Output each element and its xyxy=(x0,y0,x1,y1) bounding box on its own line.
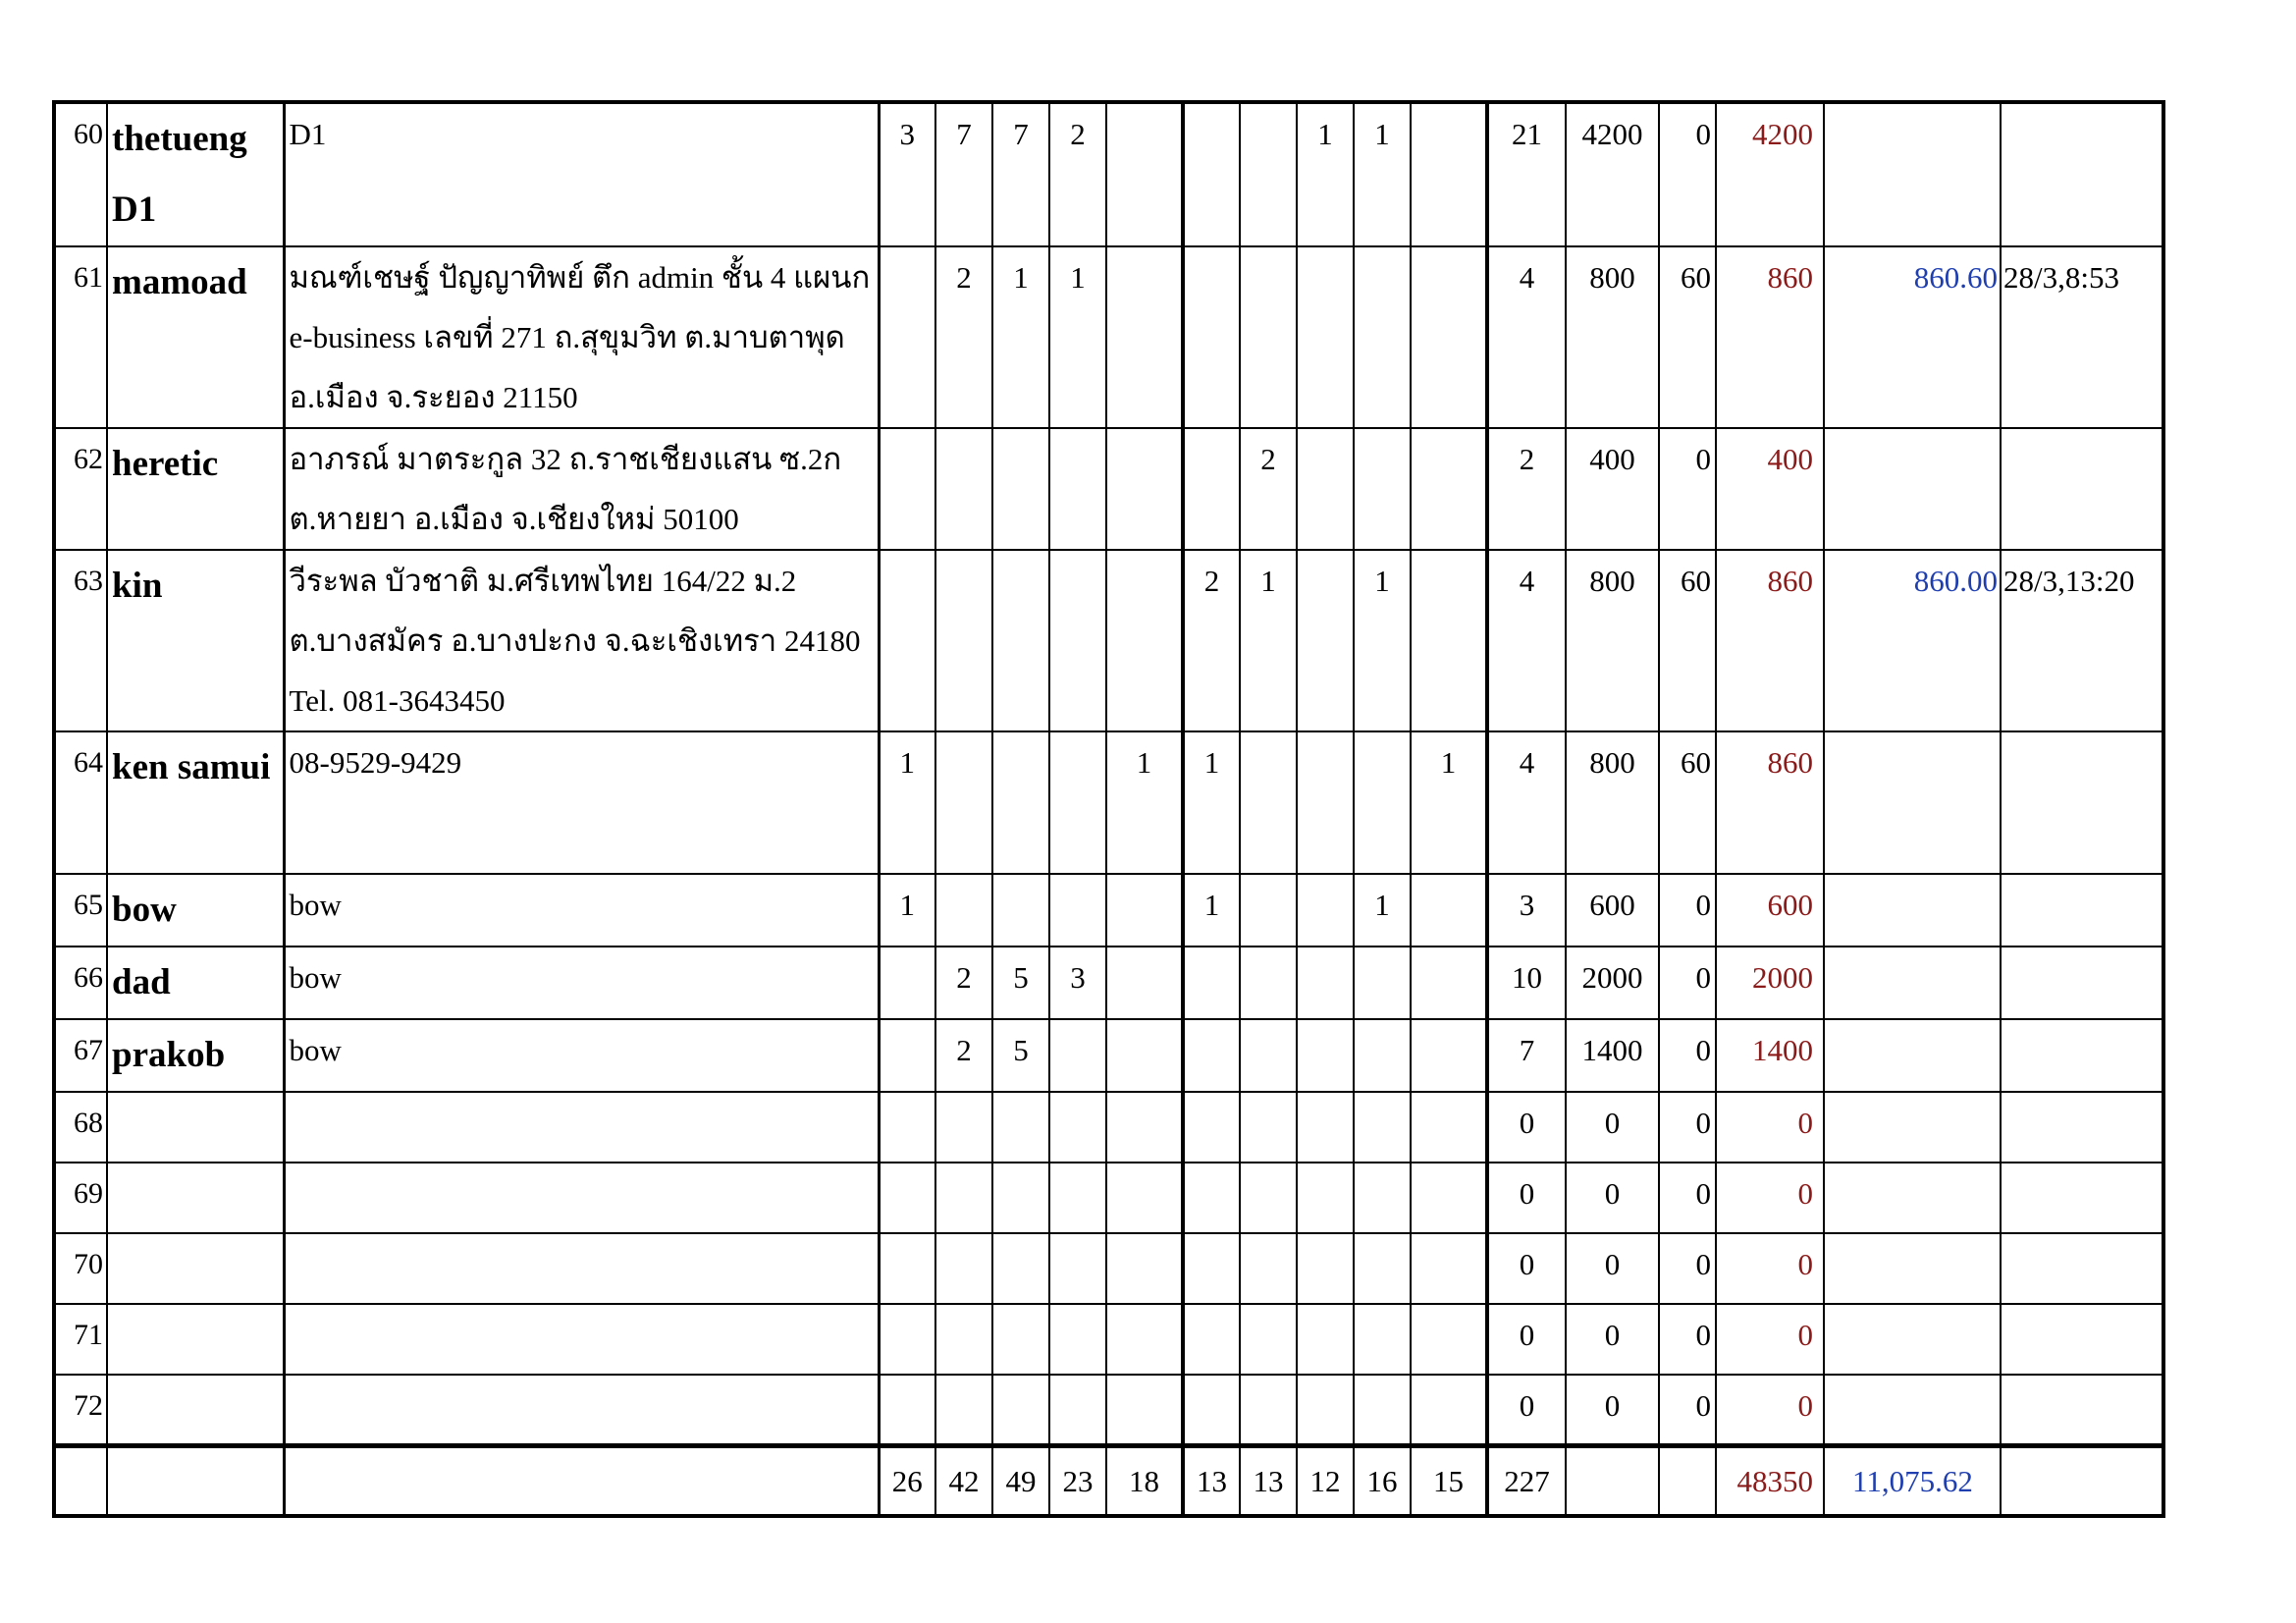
qty-cell xyxy=(1411,550,1487,731)
order-total: 600 xyxy=(1716,874,1824,947)
qty-cell xyxy=(935,550,992,731)
qty-cell xyxy=(1106,1092,1183,1163)
customer-address: 08-9529-9429 xyxy=(284,731,879,874)
qty-cell xyxy=(1411,102,1487,246)
table-row xyxy=(54,1375,2163,1445)
qty-cell xyxy=(879,246,935,428)
customer-address: อาภรณ์ มาตระกูล 32 ถ.ราชเชียงแสน ซ.2ก ต.หายยา อ.เมือง จ.เชียงใหม่ 50100 xyxy=(284,428,879,550)
qty-cell xyxy=(1049,1304,1106,1375)
paid-amount xyxy=(1824,1019,2001,1092)
qty-cell xyxy=(1106,428,1183,550)
qty-cell xyxy=(1354,731,1411,874)
shipping: 0 xyxy=(1659,1375,1716,1445)
item-count: 3 xyxy=(1487,874,1566,947)
qty-cell xyxy=(1354,1375,1411,1445)
customer-name xyxy=(107,1163,284,1233)
qty-cell xyxy=(992,1304,1049,1375)
customer-address xyxy=(284,1163,879,1233)
qty-cell xyxy=(1240,246,1297,428)
qty-cell xyxy=(1354,428,1411,550)
qty-cell xyxy=(1297,1163,1354,1233)
paid-amount: 11,075.62 xyxy=(1824,1445,2001,1516)
paid-amount xyxy=(1824,947,2001,1019)
qty-cell xyxy=(1106,947,1183,1019)
qty-cell: 1 xyxy=(1297,102,1354,246)
table-row xyxy=(54,1019,2163,1092)
customer-name: ken samui xyxy=(107,731,284,874)
qty-cell: 1 xyxy=(1354,102,1411,246)
qty-cell xyxy=(1411,947,1487,1019)
table-row xyxy=(54,1233,2163,1304)
qty-cell xyxy=(935,1092,992,1163)
paid-amount xyxy=(1824,1092,2001,1163)
qty-cell: 1 xyxy=(1106,731,1183,874)
item-count: 21 xyxy=(1487,102,1566,246)
qty-cell xyxy=(1297,1092,1354,1163)
qty-cell xyxy=(992,874,1049,947)
paid-amount: 860.00 xyxy=(1824,550,2001,731)
qty-cell xyxy=(1297,1019,1354,1092)
qty-cell xyxy=(1354,1304,1411,1375)
price: 2000 xyxy=(1566,947,1659,1019)
qty-cell xyxy=(1049,1163,1106,1233)
qty-cell xyxy=(935,1233,992,1304)
qty-cell xyxy=(1411,1375,1487,1445)
order-total: 860 xyxy=(1716,550,1824,731)
price: 0 xyxy=(1566,1092,1659,1163)
paid-date xyxy=(2001,1375,2163,1445)
qty-cell: 1 xyxy=(879,731,935,874)
customer-address: วีระพล บัวชาติ ม.ศรีเทพไทย 164/22 ม.2 ต.บางสมัคร อ.บางปะกง จ.ฉะเชิงเทรา 24180 Tel. 081-3643450 xyxy=(284,550,879,731)
order-total: 0 xyxy=(1716,1233,1824,1304)
price: 800 xyxy=(1566,550,1659,731)
qty-cell: 1 xyxy=(992,246,1049,428)
table-row xyxy=(54,947,2163,1019)
qty-cell: 2 xyxy=(1183,550,1240,731)
qty-cell xyxy=(1297,246,1354,428)
order-total: 0 xyxy=(1716,1163,1824,1233)
qty-cell: 7 xyxy=(935,102,992,246)
price: 0 xyxy=(1566,1163,1659,1233)
qty-cell xyxy=(1049,874,1106,947)
totals-row xyxy=(54,1445,2163,1516)
qty-cell xyxy=(1411,874,1487,947)
qty-cell xyxy=(1106,874,1183,947)
table-row xyxy=(54,1163,2163,1233)
qty-cell xyxy=(1240,1233,1297,1304)
table-row xyxy=(54,102,2163,246)
qty-cell: 1 xyxy=(1411,731,1487,874)
shipping: 0 xyxy=(1659,428,1716,550)
paid-date xyxy=(2001,428,2163,550)
qty-cell xyxy=(1240,1375,1297,1445)
paid-date xyxy=(2001,874,2163,947)
item-count: 0 xyxy=(1487,1163,1566,1233)
qty-cell xyxy=(1049,1019,1106,1092)
qty-cell xyxy=(1240,731,1297,874)
paid-date: 28/3,8:53 xyxy=(2001,246,2163,428)
qty-cell xyxy=(935,1375,992,1445)
qty-cell: 7 xyxy=(992,102,1049,246)
qty-cell xyxy=(1183,1092,1240,1163)
customer-name xyxy=(107,1375,284,1445)
table-row xyxy=(54,1304,2163,1375)
customer-address: bow xyxy=(284,874,879,947)
row-number: 68 xyxy=(54,1092,107,1163)
qty-cell: 16 xyxy=(1354,1445,1411,1516)
qty-cell xyxy=(1106,1304,1183,1375)
item-count: 0 xyxy=(1487,1304,1566,1375)
qty-cell xyxy=(1106,1019,1183,1092)
qty-cell: 26 xyxy=(879,1445,935,1516)
qty-cell xyxy=(1411,1019,1487,1092)
qty-cell xyxy=(1106,1233,1183,1304)
paid-amount xyxy=(1824,1304,2001,1375)
shipping: 0 xyxy=(1659,947,1716,1019)
qty-cell xyxy=(879,1019,935,1092)
customer-address: bow xyxy=(284,1019,879,1092)
qty-cell xyxy=(1106,1163,1183,1233)
qty-cell: 12 xyxy=(1297,1445,1354,1516)
qty-cell: 1 xyxy=(1183,874,1240,947)
qty-cell xyxy=(1240,1092,1297,1163)
row-number: 62 xyxy=(54,428,107,550)
qty-cell xyxy=(1354,1163,1411,1233)
paid-date xyxy=(2001,947,2163,1019)
qty-cell: 2 xyxy=(935,1019,992,1092)
row-number: 71 xyxy=(54,1304,107,1375)
customer-name xyxy=(107,1304,284,1375)
qty-cell: 5 xyxy=(992,947,1049,1019)
qty-cell xyxy=(1240,1019,1297,1092)
qty-cell xyxy=(1049,731,1106,874)
qty-cell: 3 xyxy=(879,102,935,246)
price: 0 xyxy=(1566,1304,1659,1375)
qty-cell xyxy=(1240,1163,1297,1233)
qty-cell xyxy=(879,947,935,1019)
paid-date xyxy=(2001,1092,2163,1163)
qty-cell xyxy=(992,1233,1049,1304)
qty-cell xyxy=(1411,1233,1487,1304)
qty-cell: 13 xyxy=(1183,1445,1240,1516)
customer-address xyxy=(284,1092,879,1163)
qty-cell xyxy=(879,1375,935,1445)
qty-cell xyxy=(1049,1375,1106,1445)
qty-cell xyxy=(992,1163,1049,1233)
paid-date xyxy=(2001,1163,2163,1233)
customer-name xyxy=(107,1233,284,1304)
qty-cell xyxy=(1354,246,1411,428)
customer-address xyxy=(284,1445,879,1516)
qty-cell xyxy=(1411,428,1487,550)
paid-date xyxy=(2001,1445,2163,1516)
qty-cell xyxy=(1240,1304,1297,1375)
qty-cell xyxy=(879,1304,935,1375)
row-number: 67 xyxy=(54,1019,107,1092)
customer-name: thetueng D1 xyxy=(107,102,284,246)
qty-cell: 1 xyxy=(879,874,935,947)
qty-cell xyxy=(1183,947,1240,1019)
order-total: 0 xyxy=(1716,1092,1824,1163)
item-count: 0 xyxy=(1487,1375,1566,1445)
qty-cell: 2 xyxy=(935,246,992,428)
paid-amount xyxy=(1824,428,2001,550)
qty-cell xyxy=(1354,1019,1411,1092)
shipping: 0 xyxy=(1659,1092,1716,1163)
qty-cell xyxy=(1183,1304,1240,1375)
paid-amount: 860.60 xyxy=(1824,246,2001,428)
customer-address: มณฑ์เชษฐ์ ปัญญาทิพย์ ตึก admin ชั้น 4 แผนก e-business เลขที่ 271 ถ.สุขุมวิท ต.มาบตาพุด อ.เมือง จ.ระยอง 21150 xyxy=(284,246,879,428)
customer-name xyxy=(107,1445,284,1516)
table-row xyxy=(54,731,2163,874)
qty-cell xyxy=(879,1233,935,1304)
qty-cell xyxy=(1297,947,1354,1019)
item-count: 10 xyxy=(1487,947,1566,1019)
qty-cell xyxy=(1106,550,1183,731)
shipping: 0 xyxy=(1659,1233,1716,1304)
qty-cell xyxy=(1183,1233,1240,1304)
qty-cell xyxy=(1049,550,1106,731)
order-total: 400 xyxy=(1716,428,1824,550)
qty-cell: 2 xyxy=(1049,102,1106,246)
price: 1400 xyxy=(1566,1019,1659,1092)
qty-cell xyxy=(1354,1092,1411,1163)
item-count: 4 xyxy=(1487,246,1566,428)
qty-cell: 1 xyxy=(1183,731,1240,874)
order-total: 48350 xyxy=(1716,1445,1824,1516)
customer-name: kin xyxy=(107,550,284,731)
qty-cell xyxy=(1297,550,1354,731)
customer-address: D1 xyxy=(284,102,879,246)
item-count: 7 xyxy=(1487,1019,1566,1092)
table-row xyxy=(54,874,2163,947)
customer-address: bow xyxy=(284,947,879,1019)
paid-amount xyxy=(1824,102,2001,246)
paid-date xyxy=(2001,1233,2163,1304)
qty-cell xyxy=(1297,731,1354,874)
order-total: 1400 xyxy=(1716,1019,1824,1092)
price: 800 xyxy=(1566,246,1659,428)
paid-amount xyxy=(1824,1375,2001,1445)
price: 600 xyxy=(1566,874,1659,947)
price: 0 xyxy=(1566,1233,1659,1304)
price: 0 xyxy=(1566,1375,1659,1445)
qty-cell xyxy=(1297,1233,1354,1304)
order-total: 0 xyxy=(1716,1375,1824,1445)
qty-cell xyxy=(1183,1163,1240,1233)
item-count: 4 xyxy=(1487,731,1566,874)
qty-cell xyxy=(1183,102,1240,246)
price: 4200 xyxy=(1566,102,1659,246)
qty-cell: 2 xyxy=(935,947,992,1019)
paid-date xyxy=(2001,102,2163,246)
table-row xyxy=(54,246,2163,428)
qty-cell: 23 xyxy=(1049,1445,1106,1516)
order-total: 0 xyxy=(1716,1304,1824,1375)
qty-cell xyxy=(1411,246,1487,428)
paid-date xyxy=(2001,731,2163,874)
qty-cell xyxy=(992,731,1049,874)
shipping: 0 xyxy=(1659,1304,1716,1375)
paid-amount xyxy=(1824,1163,2001,1233)
qty-cell xyxy=(879,550,935,731)
row-number: 65 xyxy=(54,874,107,947)
qty-cell xyxy=(1106,102,1183,246)
row-number: 72 xyxy=(54,1375,107,1445)
shipping: 60 xyxy=(1659,550,1716,731)
qty-cell xyxy=(1106,1375,1183,1445)
qty-cell: 18 xyxy=(1106,1445,1183,1516)
qty-cell xyxy=(1354,947,1411,1019)
row-number xyxy=(54,1445,107,1516)
paid-date xyxy=(2001,1304,2163,1375)
shipping xyxy=(1659,1445,1716,1516)
customer-name: prakob xyxy=(107,1019,284,1092)
customer-name xyxy=(107,1092,284,1163)
table-row xyxy=(54,1092,2163,1163)
shipping: 60 xyxy=(1659,246,1716,428)
qty-cell xyxy=(879,428,935,550)
shipping: 0 xyxy=(1659,874,1716,947)
qty-cell xyxy=(879,1163,935,1233)
qty-cell: 5 xyxy=(992,1019,1049,1092)
paid-date xyxy=(2001,1019,2163,1092)
qty-cell xyxy=(935,874,992,947)
qty-cell xyxy=(935,731,992,874)
customer-name: mamoad xyxy=(107,246,284,428)
qty-cell xyxy=(1411,1092,1487,1163)
item-count: 4 xyxy=(1487,550,1566,731)
table-row xyxy=(54,428,2163,550)
qty-cell xyxy=(1183,246,1240,428)
qty-cell: 1 xyxy=(1354,874,1411,947)
qty-cell: 1 xyxy=(1354,550,1411,731)
order-total: 2000 xyxy=(1716,947,1824,1019)
qty-cell xyxy=(1049,1092,1106,1163)
qty-cell: 2 xyxy=(1240,428,1297,550)
customer-name: bow xyxy=(107,874,284,947)
qty-cell xyxy=(1049,428,1106,550)
price: 400 xyxy=(1566,428,1659,550)
item-count: 0 xyxy=(1487,1092,1566,1163)
qty-cell xyxy=(935,1304,992,1375)
order-total: 4200 xyxy=(1716,102,1824,246)
order-total: 860 xyxy=(1716,731,1824,874)
shipping: 60 xyxy=(1659,731,1716,874)
row-number: 64 xyxy=(54,731,107,874)
qty-cell: 1 xyxy=(1240,550,1297,731)
order-table xyxy=(52,100,2165,1518)
customer-address xyxy=(284,1233,879,1304)
qty-cell xyxy=(1183,1019,1240,1092)
order-total: 860 xyxy=(1716,246,1824,428)
customer-address xyxy=(284,1304,879,1375)
qty-cell: 3 xyxy=(1049,947,1106,1019)
qty-cell xyxy=(1411,1304,1487,1375)
qty-cell xyxy=(1049,1233,1106,1304)
qty-cell xyxy=(935,428,992,550)
qty-cell xyxy=(1183,1375,1240,1445)
qty-cell xyxy=(992,428,1049,550)
qty-cell: 15 xyxy=(1411,1445,1487,1516)
qty-cell xyxy=(1106,246,1183,428)
qty-cell xyxy=(1183,428,1240,550)
qty-cell xyxy=(935,1163,992,1233)
qty-cell: 1 xyxy=(1049,246,1106,428)
row-number: 60 xyxy=(54,102,107,246)
price: 800 xyxy=(1566,731,1659,874)
qty-cell xyxy=(1297,428,1354,550)
item-count: 2 xyxy=(1487,428,1566,550)
qty-cell xyxy=(1297,874,1354,947)
qty-cell xyxy=(992,1092,1049,1163)
row-number: 69 xyxy=(54,1163,107,1233)
qty-cell xyxy=(1240,102,1297,246)
customer-address xyxy=(284,1375,879,1445)
paid-amount xyxy=(1824,1233,2001,1304)
shipping: 0 xyxy=(1659,1019,1716,1092)
row-number: 66 xyxy=(54,947,107,1019)
paid-amount xyxy=(1824,731,2001,874)
qty-cell xyxy=(1354,1233,1411,1304)
shipping: 0 xyxy=(1659,1163,1716,1233)
qty-cell xyxy=(992,1375,1049,1445)
qty-cell xyxy=(1411,1163,1487,1233)
paid-date: 28/3,13:20 xyxy=(2001,550,2163,731)
qty-cell xyxy=(1240,947,1297,1019)
row-number: 63 xyxy=(54,550,107,731)
qty-cell xyxy=(1240,874,1297,947)
paid-amount xyxy=(1824,874,2001,947)
row-number: 61 xyxy=(54,246,107,428)
item-count: 227 xyxy=(1487,1445,1566,1516)
shipping: 0 xyxy=(1659,102,1716,246)
table-row xyxy=(54,550,2163,731)
qty-cell: 42 xyxy=(935,1445,992,1516)
qty-cell xyxy=(879,1092,935,1163)
item-count: 0 xyxy=(1487,1233,1566,1304)
qty-cell xyxy=(992,550,1049,731)
qty-cell xyxy=(1297,1375,1354,1445)
row-number: 70 xyxy=(54,1233,107,1304)
price xyxy=(1566,1445,1659,1516)
qty-cell xyxy=(1297,1304,1354,1375)
qty-cell: 49 xyxy=(992,1445,1049,1516)
customer-name: heretic xyxy=(107,428,284,550)
qty-cell: 13 xyxy=(1240,1445,1297,1516)
customer-name: dad xyxy=(107,947,284,1019)
